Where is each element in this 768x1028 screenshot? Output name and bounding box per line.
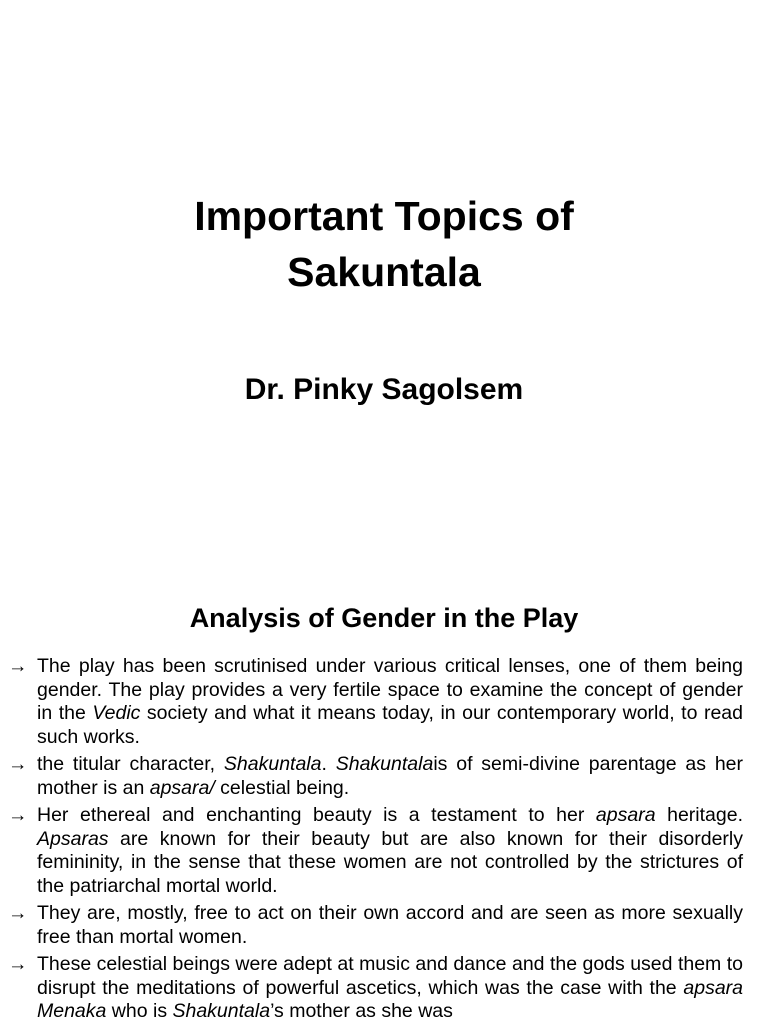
text-run: society and what it means today, in our contemporary world, to read such works.: [37, 702, 743, 748]
bullet-text: [37, 953, 743, 1022]
italic-run: apsara Menaka: [37, 976, 743, 1022]
title-line-2: Sakuntala: [287, 249, 481, 295]
bullet-text: [37, 655, 743, 748]
arrow-right-icon: →: [8, 655, 28, 677]
document-title: [0, 188, 768, 300]
section-heading: Analysis of Gender in the Play: [189, 603, 579, 633]
bullet-list: [8, 655, 743, 1028]
bullet-text: [37, 902, 743, 948]
italic-run: Shakuntala: [172, 1000, 271, 1022]
italic-run: Shakuntala: [223, 753, 322, 775]
text-run: who is: [106, 1000, 173, 1022]
italic-run: Apsaras: [37, 827, 109, 850]
bullet-item: [8, 902, 743, 949]
arrow-right-icon: →: [8, 902, 28, 924]
text-run: The play has been scrutinised under various critical lenses, one of them being gender. The play provides a very fertile space to examine the concept of gender in the: [37, 655, 743, 724]
bullet-text: [37, 804, 743, 897]
text-run: .: [321, 753, 336, 775]
text-run: Her ethereal and enchanting beauty is a testament to her: [37, 804, 596, 826]
author-name: Dr. Pinky Sagolsem: [244, 373, 524, 406]
italic-run: apsara: [595, 804, 656, 826]
text-run: celestial being.: [214, 776, 350, 799]
title-line-1: Important Topics of: [194, 193, 574, 239]
text-run: heritage.: [655, 804, 743, 826]
bullet-text: [37, 753, 743, 799]
arrow-right-icon: →: [8, 953, 28, 975]
text-run: These celestial beings were adept at music and dance and the gods used them to disrupt the meditations of powerful ascetics, which was the case with the: [37, 953, 743, 999]
bullet-item: [8, 753, 743, 800]
italic-run: Vedic: [92, 702, 141, 724]
italic-run: apsara/: [149, 776, 215, 799]
text-run: is of semi-divine parentage as her mother is an: [37, 753, 744, 799]
text-run: They are, mostly, free to act on their own accord and are seen as more sexually free than mortal women.: [37, 902, 743, 948]
bullet-item: [8, 804, 743, 898]
arrow-right-icon: →: [8, 804, 28, 826]
bullet-item: [8, 953, 743, 1024]
arrow-right-icon: →: [8, 753, 28, 775]
italic-run: Shakuntala: [335, 753, 434, 775]
text-run: ’s mother as she was: [270, 1000, 453, 1022]
bullet-item: [8, 655, 743, 749]
text-run: are known for their beauty but are also known for their disorderly femininity, in the sense that these women are not controlled by the strictures of the patriarchal mortal world.: [37, 827, 743, 897]
text-run: the titular character,: [37, 753, 224, 775]
